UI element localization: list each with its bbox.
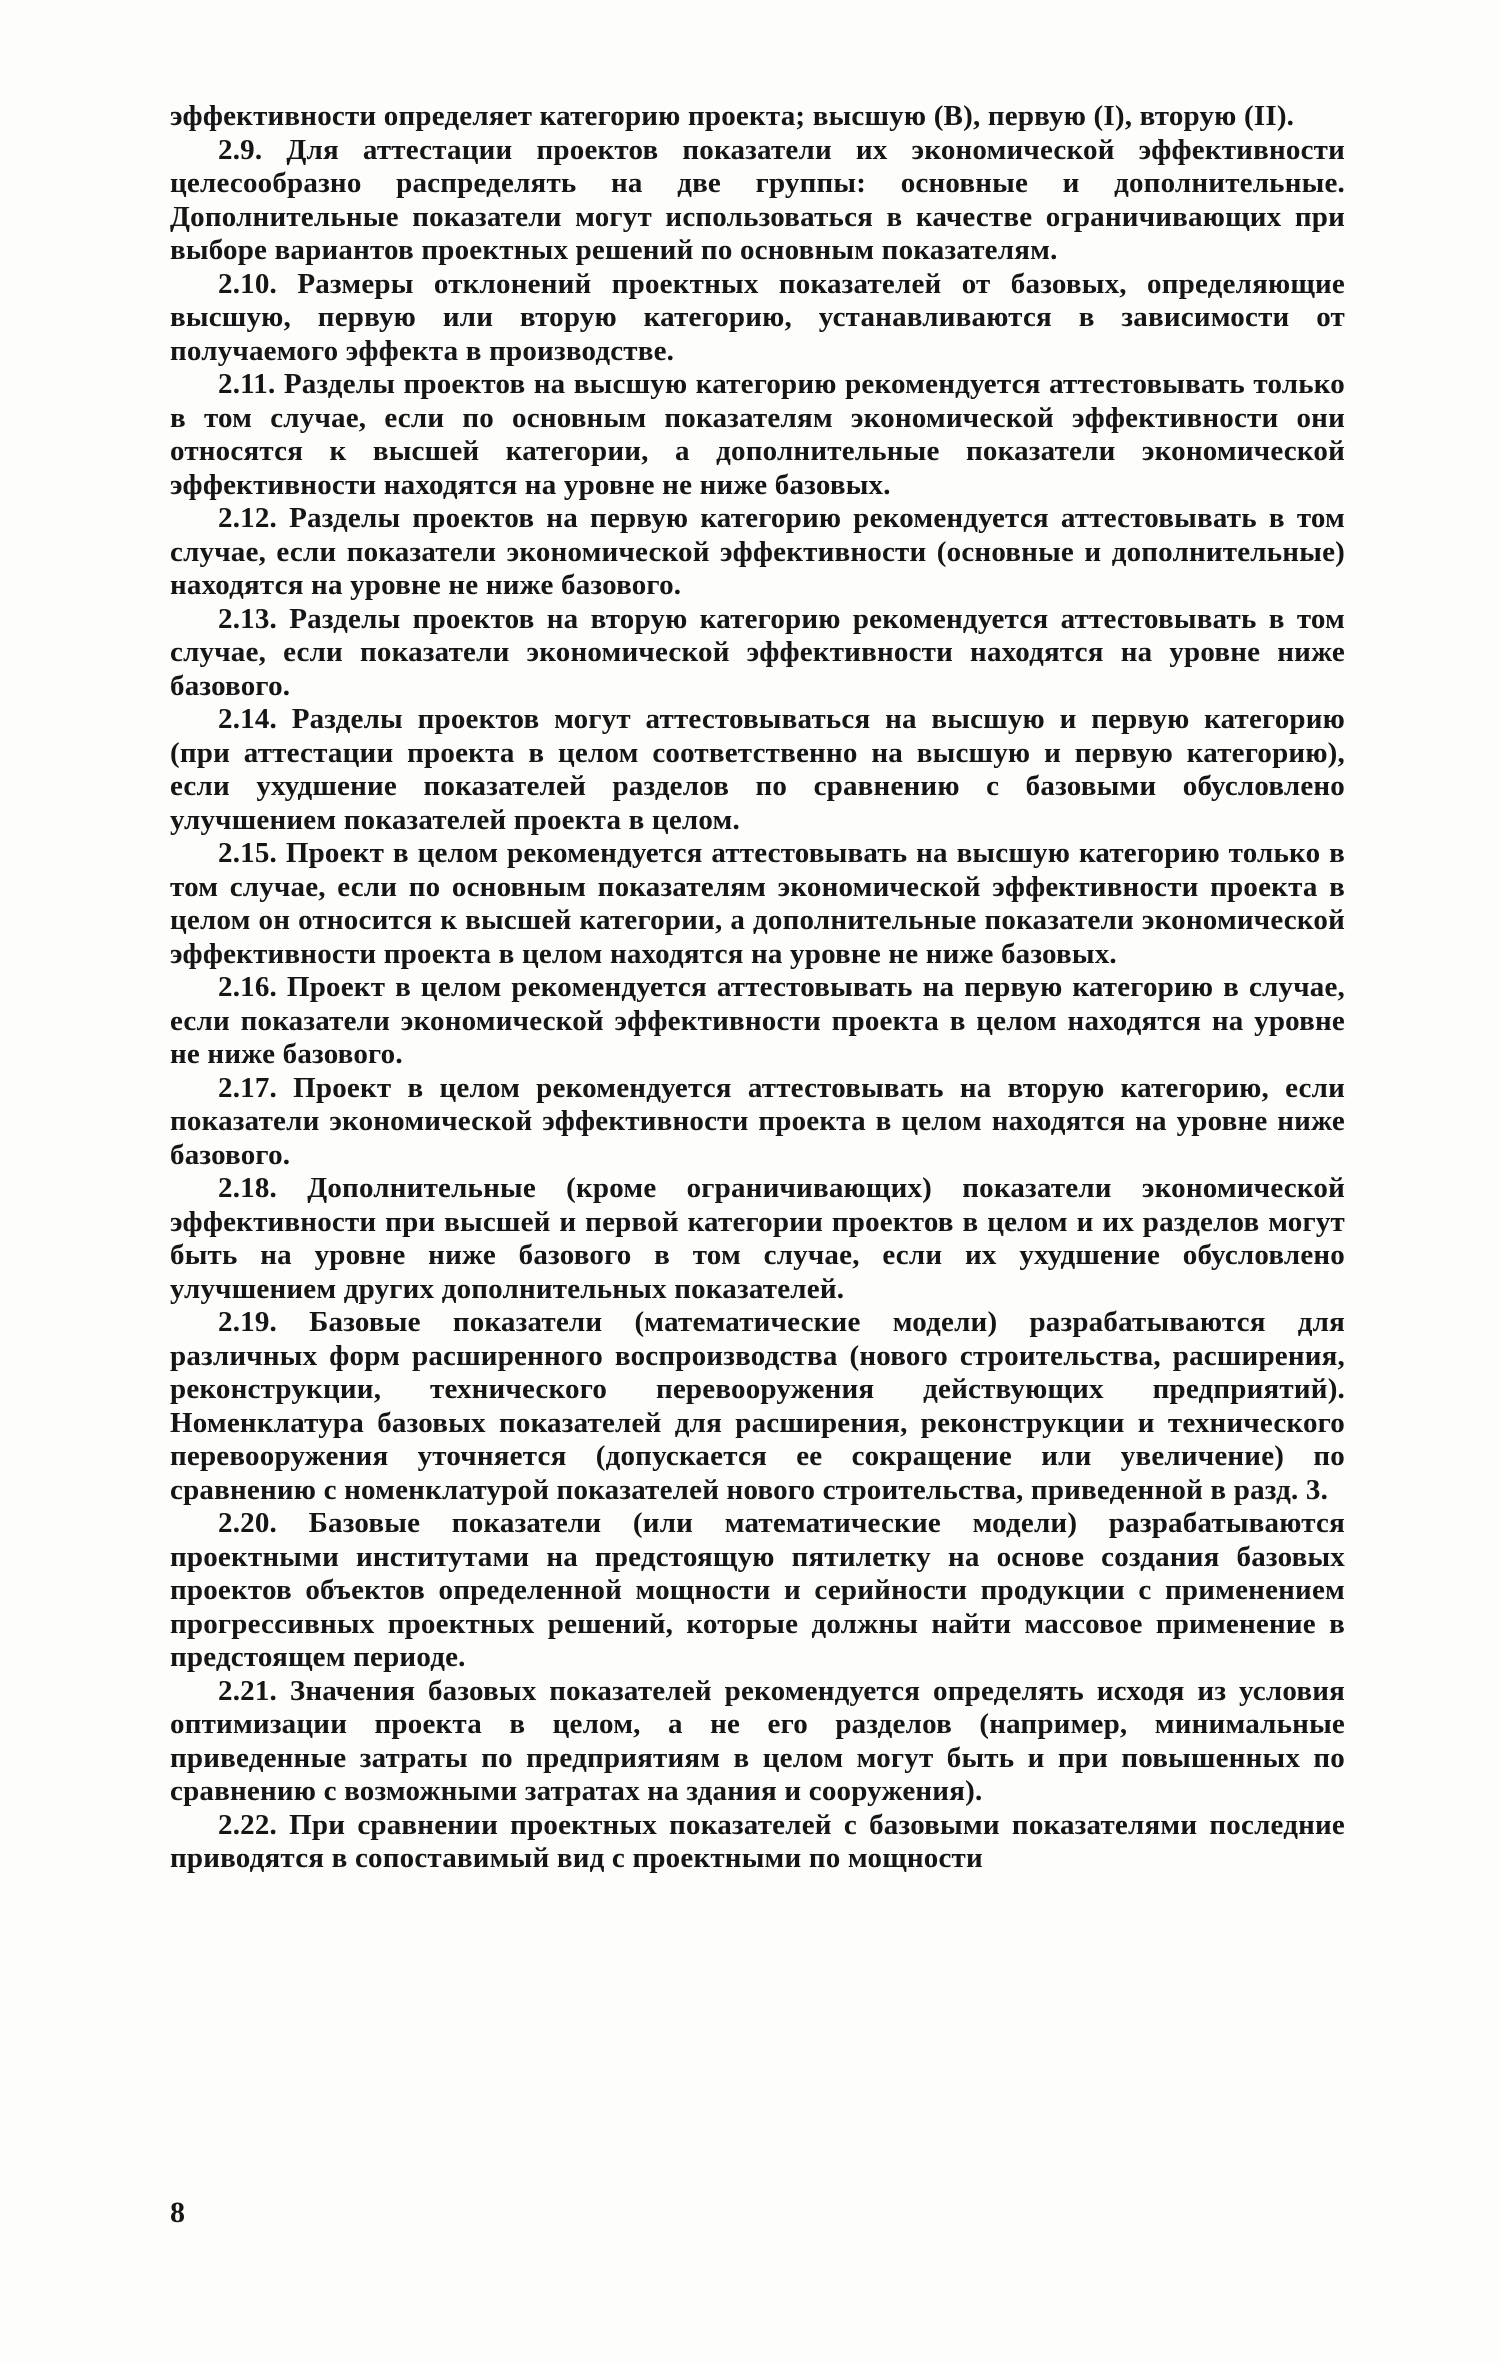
paragraph: 2.17. Проект в целом рекомендуется аттестовывать на вторую категорию, если показатели экономической эффективности проекта в целом находятся на уровне ниже базового. [170, 1071, 1345, 1171]
paragraph: 2.18. Дополнительные (кроме ограничивающих) показатели экономической эффективности при высшей и первой категории проектов в целом и их разделов могут быть на уровне ниже базового в том случае, если их ухудшение обусловлено улучшением других дополнительных показателей. [170, 1172, 1345, 1305]
paragraph: 2.19. Базовые показатели (математические модели) разрабатываются для различных форм расширенного воспроизводства (нового строительства, расширения, реконструкции, технического перевооружения действующих предприятий). Номенклатура базовых показателей для расширения, реконструкции и технического перевооружения уточняется (допускается ее сокращение или увеличение) по сравнению с номенклатурой показателей нового строительства, приведенной в разд. 3. [170, 1306, 1345, 1506]
paragraph: 2.22. При сравнении проектных показателей с базовыми показателями последние приводятся в сопоставимый вид с проектными по мощности [170, 1808, 1345, 1874]
paragraph: 2.10. Размеры отклонений проектных показателей от базовых, определяющие высшую, первую или вторую категорию, устанавливаются в зависимости от получаемого эффекта в производстве. [170, 267, 1345, 367]
paragraph: 2.13. Разделы проектов на вторую категорию рекомендуется аттестовывать в том случае, если показатели экономической эффективности находятся на уровне ниже базового. [170, 602, 1345, 702]
paragraph: 2.20. Базовые показатели (или математические модели) разрабатываются проектными институтами на предстоящую пятилетку на основе создания базовых проектов объектов определенной мощности и серийности продукции с применением прогрессивных проектных решений, которые должны найти массовое применение в предстоящем периоде. [170, 1507, 1345, 1673]
paragraph: 2.21. Значения базовых показателей рекомендуется определять исходя из условия оптимизации проекта в целом, а не его разделов (например, минимальные приведенные затраты по предприятиям в целом могут быть и при повышенных по сравнению с возможными затратах на здания и сооружения). [170, 1674, 1345, 1807]
paragraph: эффективности определяет категорию проекта; высшую (В), первую (I), вторую (II). [170, 100, 1295, 132]
paragraph: 2.9. Для аттестации проектов показатели их экономической эффективности целесообразно распределять на две группы: основные и дополнительные. Дополнительные показатели могут использоваться в качестве ограничивающих при выборе вариантов проектных решений по основным показателям. [170, 133, 1345, 266]
paragraph: 2.16. Проект в целом рекомендуется аттестовывать на первую категорию в случае, если показатели экономической эффективности проекта в целом находятся на уровне не ниже базового. [170, 971, 1345, 1070]
text-block [170, 100, 1345, 1876]
paragraph: 2.15. Проект в целом рекомендуется аттестовывать на высшую категорию только в том случае, если по основным показателям экономической эффективности проекта в целом он относится к высшей категории, а дополнительные показатели экономической эффективности проекта в целом находятся на уровне не ниже базовых. [170, 837, 1345, 970]
paragraph: 2.14. Разделы проектов могут аттестовываться на высшую и первую категорию (при аттестации проекта в целом соответственно на высшую и первую категорию), если ухудшение показателей разделов по сравнению с базовыми обусловлено улучшением показателей проекта в целом. [170, 703, 1345, 836]
page-number: 8 [170, 2196, 185, 2229]
paragraph: 2.12. Разделы проектов на первую категорию рекомендуется аттестовывать в том случае, если показатели экономической эффективности (основные и дополнительные) находятся на уровне не ниже базового. [170, 502, 1345, 601]
paragraph: 2.11. Разделы проектов на высшую категорию рекомендуется аттестовывать только в том случае, если по основным показателям экономической эффективности они относятся к высшей категории, а дополнительные показатели экономической эффективности находятся на уровне не ниже базовых. [170, 368, 1345, 501]
